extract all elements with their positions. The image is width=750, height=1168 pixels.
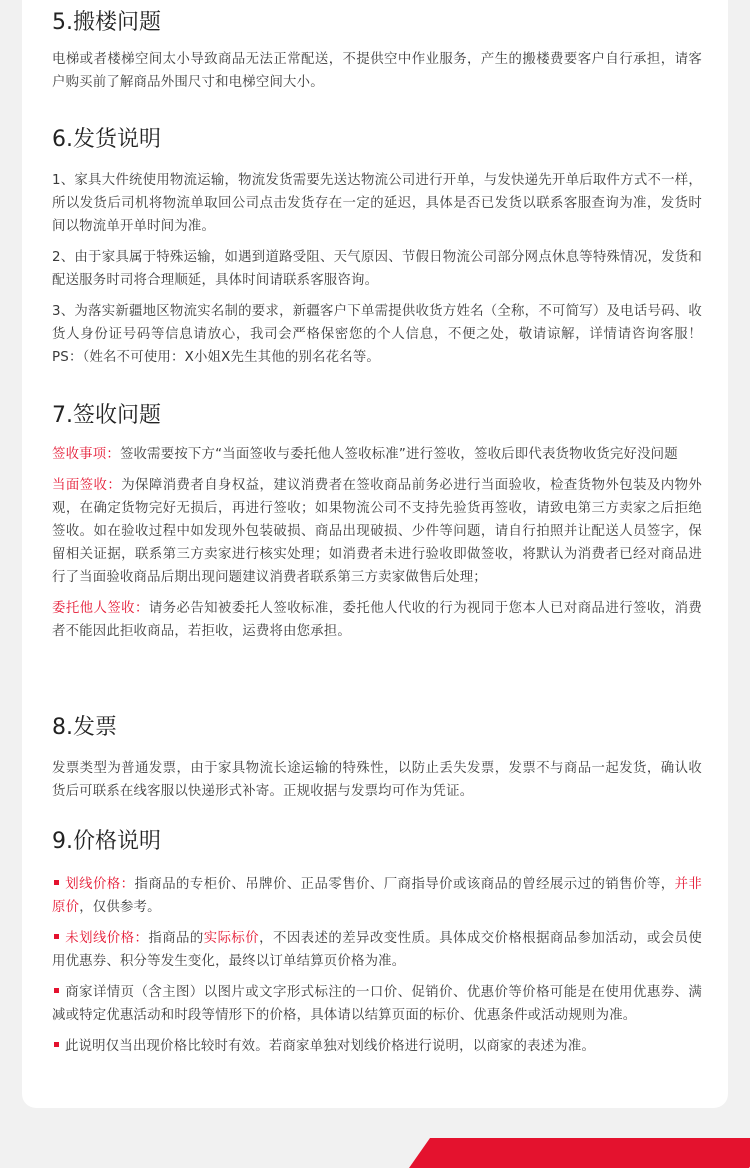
bullet-item (52, 981, 702, 1027)
highlight: 并非原价 (52, 877, 703, 915)
text: 指商品的专柜价、吊牌价、正品零售价、厂商指导价或该商品的曾经展示过的销售价等， (134, 877, 675, 892)
section-invoice (52, 713, 702, 803)
paragraph (52, 474, 702, 589)
text-sign-notes: 签收需要按下方“当面签收与委托他人签收标准”进行签收，签收后即代表货物收货完好没问题 (119, 447, 678, 462)
paragraph (52, 443, 702, 466)
bullet-item (52, 1035, 702, 1058)
section-signing (52, 401, 702, 643)
bullet-dot (54, 1042, 59, 1047)
text: ，仅供参考。 (79, 900, 161, 915)
section-text: 发票类型为普通发票，由于家具物流长途运输的特殊性，以防止丢失发票，发票不与商品一起发货，确认收货后可联系在线客服以快递形式补寄。正规收据与发票均可作为凭证。 (52, 761, 702, 799)
section-title: 8.发票 (52, 715, 117, 740)
text: 商家详情页（含主图）以图片或文字形式标注的一口价、促销价、优惠价等价格可能是在使用优惠券、满减或特定优惠活动和时段等情形下的价格，具体请以结算页面的标价、优惠条件或活动规则为准。 (52, 985, 702, 1023)
bullet-item (52, 873, 702, 919)
info-card (22, 0, 728, 1108)
text: 指商品的 (148, 931, 204, 946)
section-title: 9.价格说明 (52, 829, 161, 854)
section-shipping (52, 125, 702, 369)
section-moving (52, 8, 702, 94)
paragraph: 2、由于家具属于特殊运输，如遇到道路受阻、天气原因、节假日物流公司部分网点休息等特殊情况，发货和配送服务时司将合理顺延，具体时间请联系客服咨询。 (52, 250, 702, 288)
section-title: 7.签收问题 (52, 403, 161, 428)
bullet-item (52, 927, 702, 973)
text-in-person: 为保障消费者自身权益，建议消费者在签收商品前务必进行当面验收，检查货物外包装及内物外观，在确定货物完好无损后，再进行签收；如果物流公司不支持先验货再签收，请致电第三方卖家之后拒绝签收。如在验收过程中如发现外包装破损、商品出现破损、少件等问题，请自行拍照并让配送人员签字，保留相关证据，联系第三方卖家进行核实处理；如消费者未进行验收即做签收，将默认为消费者已经对商品进行了当面验收商品后期出现问题建议消费者联系第三方卖家做售后处理； (52, 478, 703, 585)
label-list-price: 划线价格： (65, 877, 135, 892)
section-title: 6.发货说明 (52, 127, 161, 152)
text-delegate: 请务必告知被委托人签收标准，委托他人代收的行为视同于您本人已对商品进行签收，消费者不能因此拒收商品，若拒收，运费将由您承担。 (52, 601, 702, 639)
highlight: 实际标价 (203, 931, 260, 946)
label-in-person: 当面签收： (52, 478, 122, 493)
text: 此说明仅当出现价格比较时有效。若商家单独对划线价格进行说明，以商家的表述为准。 (65, 1039, 596, 1054)
decorative-stripe (409, 1138, 750, 1168)
label-delegate: 委托他人签收： (52, 601, 149, 616)
label-sign-notes: 签收事项： (52, 447, 120, 462)
bullet-dot (54, 880, 59, 885)
section-price (52, 827, 702, 1058)
text: ，不因表述的差异改变性质。具体成交价格根据商品参加活动，或会员使用优惠券、积分等发生变化，最终以订单结算页价格为准。 (52, 931, 702, 969)
bullet-dot (54, 934, 59, 939)
paragraph: 1、家具大件统使用物流运输，物流发货需要先送达物流公司进行开单，与发快递先开单后取件方式不一样，所以发货后司机将物流单取回公司点击发货存在一定的延迟，具体是否已发货以联系客服查询为准，发货时间以物流单开单时间为准。 (52, 173, 702, 234)
paragraph: 3、为落实新疆地区物流实名制的要求，新疆客户下单需提供收货方姓名（全称，不可简写）及电话号码、收货人身份证号码等信息请放心，我司会严格保密您的个人信息，不便之处，敬请谅解，详情请咨询客服！PS：（姓名不可使用：X小姐X先生其他的别名花名等。 (52, 304, 702, 365)
paragraph (52, 597, 702, 643)
section-text: 电梯或者楼梯空间太小导致商品无法正常配送，不提供空中作业服务，产生的搬楼费要客户自行承担，请客户购买前了解商品外围尺寸和电梯空间大小。 (52, 52, 702, 90)
bullet-dot (54, 988, 59, 993)
label-unlined-price: 未划线价格： (65, 931, 149, 946)
section-title: 5.搬楼问题 (52, 10, 161, 35)
